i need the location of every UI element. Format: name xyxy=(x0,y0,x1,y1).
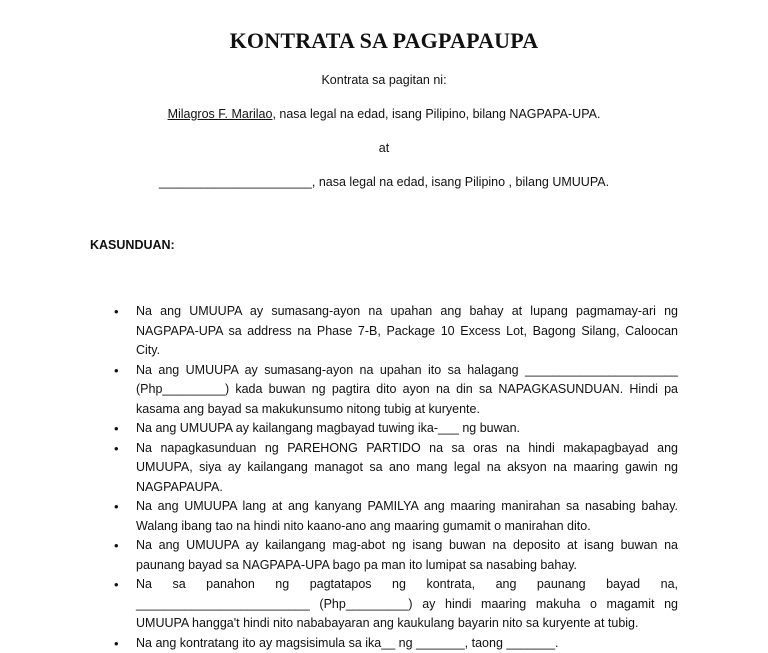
clause-item xyxy=(136,439,678,498)
section-label: KASUNDUAN: xyxy=(90,238,175,252)
lessee-description: , nasa legal na edad, isang Pilipino , bilang UMUUPA. xyxy=(312,175,609,189)
clause-item xyxy=(136,536,678,575)
clause-text: Na ang UMUUPA lang at ang kanyang PAMILYA ang maaring manirahan sa nasabing bahay. Walang ibang tao na hindi nito kaano-ano ang maaring gumamit o manirahan dito. xyxy=(136,499,678,533)
intro-line: Kontrata sa pagitan ni: xyxy=(0,73,768,87)
clause-text: Na ang UMUUPA ay kailangang mag-abot ng isang buwan na deposito at isang buwan na paunang bayad sa NAGPAPA-UPA bago pa man ito lumipat sa nasabing bahay. xyxy=(136,538,678,572)
lessee-line xyxy=(0,175,768,189)
lessor-name: Milagros F. Marilao xyxy=(168,107,273,121)
clause-text-cont: NAGPAPA-UPA sa address na Phase 7-B, Package 10 Excess Lot, Bagong Silang, Caloocan City. xyxy=(136,322,678,361)
clause-text-cont: (Php_________) kada buwan ng pagtira dito ayon na din sa NAPAGKASUNDUAN. Hindi pa kasama ang bayad sa makukunsumo nitong tubig at kuryente. xyxy=(136,380,678,419)
lessor-line xyxy=(0,107,768,121)
clause-text: • Na ang UMUUPA ay sumasang-ayon na upahan ang bahay at lupang pagmamay-ari ng xyxy=(136,302,678,322)
clause-item xyxy=(136,634,678,653)
clause-item xyxy=(136,302,678,361)
clause-list xyxy=(136,302,678,653)
lessee-name-blank: ______________________ xyxy=(159,175,312,189)
clause-item xyxy=(136,497,678,536)
clause-item xyxy=(136,575,678,634)
clause-item xyxy=(136,361,678,420)
clause-text: Na sa panahon ng pagtatapos ng kontrata, ang paunang bayad na, _________________________ (Php_________) ay hindi maaring makuha o magamit ng UMUUPA hangga't hindi nito nababayaran ang kaukulang bayarin nito sa kuryente at tubig. xyxy=(136,577,678,630)
clause-text: Na ang UMUUPA ay kailangang magbayad tuwing ika-___ ng buwan. xyxy=(136,421,520,435)
clause-text: Na napagkasunduan ng PAREHONG PARTIDO na sa oras na hindi makapagbayad ang UMUUPA, siya ay kailangang managot sa ano mang legal na aksyon na maaring gawin ng NAGPAPAUPA. xyxy=(136,441,678,494)
clause-item xyxy=(136,419,678,439)
document-title: KONTRATA SA PAGPAPAUPA xyxy=(0,28,768,54)
clause-text: • Na ang UMUUPA ay sumasang-ayon na upahan ito sa halagang ______________________ xyxy=(136,361,678,381)
connector-line: at xyxy=(0,141,768,155)
lessor-description: , nasa legal na edad, isang Pilipino, bilang NAGPAPA-UPA. xyxy=(272,107,600,121)
clause-text: Na ang kontratang ito ay magsisimula sa ika__ ng _______, taong _______. xyxy=(136,636,559,650)
